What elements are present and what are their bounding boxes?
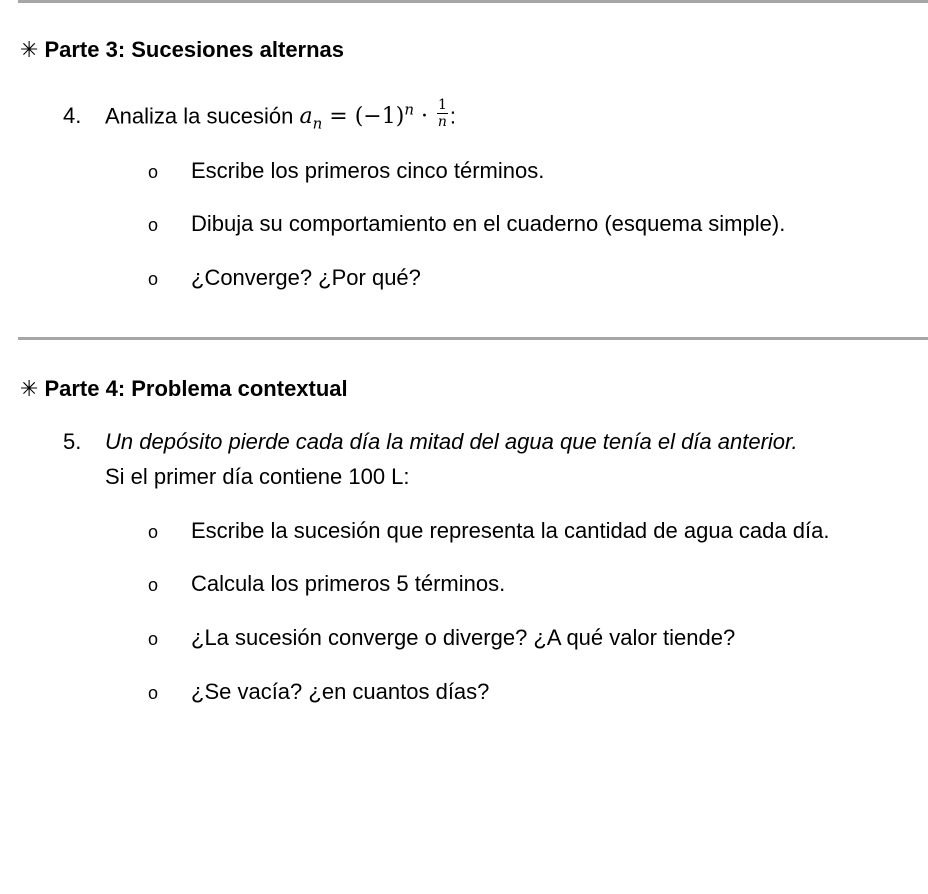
bullet-icon: o xyxy=(148,683,159,703)
fraction-denominator: n xyxy=(437,113,447,130)
asterisk-icon: ✳ xyxy=(20,37,39,62)
part4-subitem: Calcula los primeros 5 términos. xyxy=(191,571,506,596)
item-5-text: Un depósito pierde cada día la mitad del agua que tenía el día anterior. xyxy=(105,429,798,454)
item-4 xyxy=(63,97,456,137)
formula-suffix: : xyxy=(449,103,457,129)
bullet-icon: o xyxy=(148,575,159,595)
part3-subitem: Dibuja su comportamiento en el cuaderno (esquema simple). xyxy=(191,211,786,236)
part3-heading xyxy=(20,37,344,63)
bullet-icon: o xyxy=(148,162,159,182)
item-5 xyxy=(63,429,798,455)
bullet-icon: o xyxy=(148,215,159,235)
formula-base: (−1) xyxy=(354,104,405,130)
formula-equals: = xyxy=(329,104,348,130)
formula-fraction xyxy=(437,97,448,130)
part4-subitem: Escribe la sucesión que representa la cantidad de agua cada día. xyxy=(191,518,830,543)
bullet-icon: o xyxy=(148,522,159,542)
item-4-text: Analiza la sucesión xyxy=(105,103,294,129)
item-4-number: 4. xyxy=(63,103,82,129)
item-5-continuation: Si el primer día contiene 100 L: xyxy=(105,464,410,489)
part3-subitem: ¿Converge? ¿Por qué? xyxy=(191,265,421,290)
fraction-numerator: 1 xyxy=(437,96,447,113)
sequence-formula xyxy=(299,96,449,133)
formula-dot: · xyxy=(420,104,428,130)
formula-exp: n xyxy=(404,101,414,119)
bullet-icon: o xyxy=(148,269,159,289)
part4-heading-text: Parte 4: Problema contextual xyxy=(44,376,348,401)
part3-subitem: Escribe los primeros cinco términos. xyxy=(191,158,545,183)
section-divider xyxy=(18,337,928,340)
bullet-icon: o xyxy=(148,629,159,649)
part4-heading xyxy=(20,376,348,402)
part4-subitem: ¿Se vacía? ¿en cuantos días? xyxy=(191,679,490,704)
asterisk-icon: ✳ xyxy=(20,376,39,401)
part3-heading-text: Parte 3: Sucesiones alternas xyxy=(44,37,345,62)
formula-lhs-sub: n xyxy=(312,114,323,133)
part4-subitem: ¿La sucesión converge o diverge? ¿A qué valor tiende? xyxy=(191,625,736,650)
item-5-number: 5. xyxy=(63,429,82,454)
formula-lhs: a xyxy=(299,104,313,130)
top-divider xyxy=(18,0,928,3)
